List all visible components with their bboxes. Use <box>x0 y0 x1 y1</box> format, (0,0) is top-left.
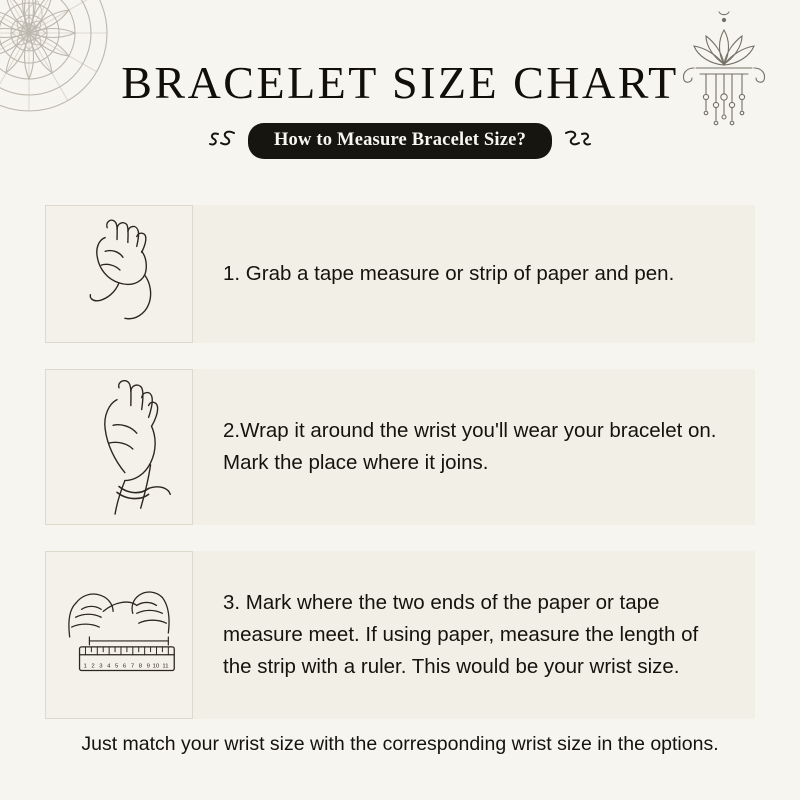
footer-note: Just match your wrist size with the corresponding wrist size in the options. <box>81 733 719 755</box>
svg-text:1: 1 <box>83 663 87 670</box>
hand-wrapped-tape-illustration-icon <box>45 369 193 525</box>
svg-text:7: 7 <box>130 663 135 670</box>
list-item <box>45 551 755 719</box>
subtitle-badge: How to Measure Bracelet Size? <box>248 123 552 159</box>
page-title: BRACELET SIZE CHART <box>121 57 679 108</box>
svg-text:9: 9 <box>146 663 150 670</box>
step-text: 2.Wrap it around the wrist you'll wear your bracelet on. Mark the place where it joins. <box>223 419 717 474</box>
step-text: 3. Mark where the two ends of the paper or tape measure meet. If using paper, measure the length of the strip with a ruler. This would be your wrist size. <box>223 591 699 678</box>
swirl-ornament-right-icon <box>562 128 592 154</box>
step-text: 1. Grab a tape measure or strip of paper and pen. <box>223 262 675 286</box>
hands-measuring-ruler-illustration-icon <box>45 551 193 719</box>
list-item <box>45 205 755 343</box>
svg-text:4: 4 <box>107 663 111 670</box>
hand-holding-tape-illustration-icon <box>45 205 193 343</box>
subtitle-row <box>0 123 800 159</box>
svg-text:6: 6 <box>122 663 127 670</box>
svg-text:10: 10 <box>152 663 160 670</box>
svg-text:8: 8 <box>138 663 143 670</box>
list-item <box>45 369 755 525</box>
svg-text:5: 5 <box>115 663 119 670</box>
svg-text:2: 2 <box>91 663 95 670</box>
swirl-ornament-left-icon <box>208 128 238 154</box>
steps-list <box>45 205 755 745</box>
svg-text:3: 3 <box>99 663 103 670</box>
svg-text:11: 11 <box>162 663 169 670</box>
